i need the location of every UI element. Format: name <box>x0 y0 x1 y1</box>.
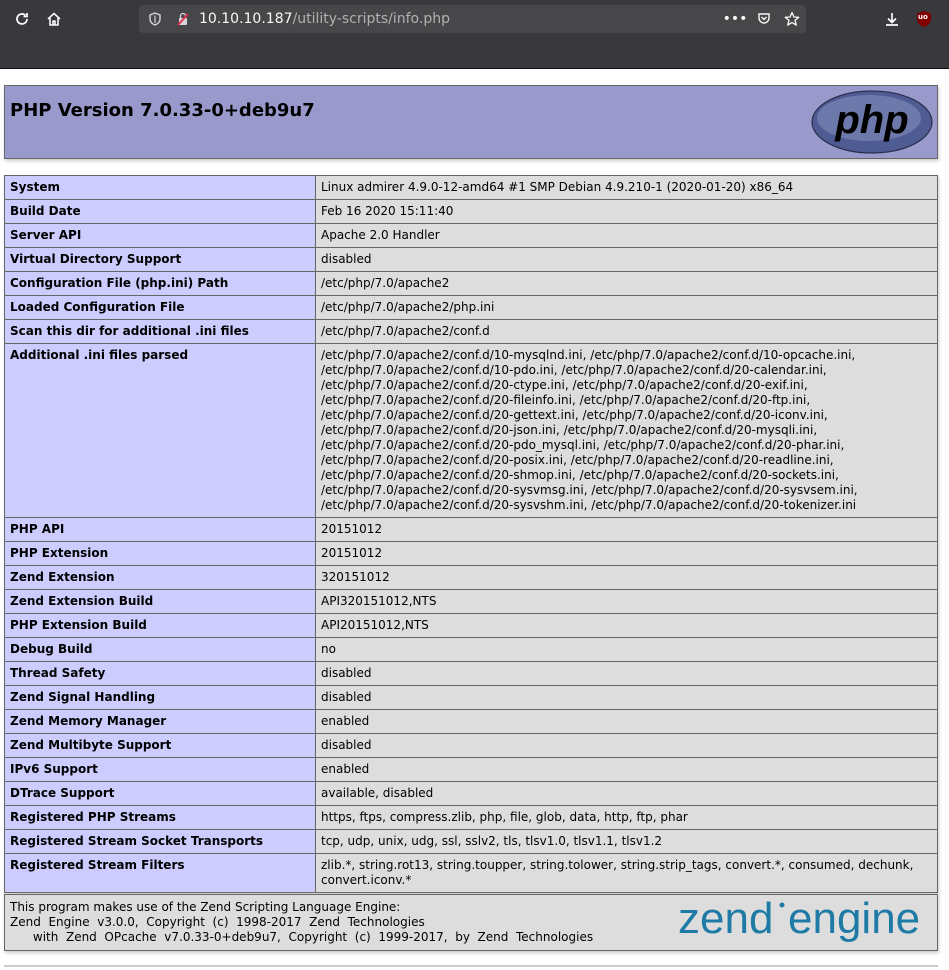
row-value: available, disabled <box>316 782 938 806</box>
row-value: enabled <box>316 710 938 734</box>
row-label: Thread Safety <box>5 662 316 686</box>
table-row <box>5 296 938 320</box>
row-label: Debug Build <box>5 638 316 662</box>
row-label: Registered Stream Filters <box>5 854 316 893</box>
row-value: enabled <box>316 758 938 782</box>
row-label: Additional .ini files parsed <box>5 344 316 518</box>
zend-logo-word: zend <box>678 895 774 943</box>
url-host: 10.10.10.187 <box>199 11 293 27</box>
table-row <box>5 320 938 344</box>
table-row <box>5 566 938 590</box>
row-value: Linux admirer 4.9.0-12-amd64 #1 SMP Debian 4.9.210-1 (2020-01-20) x86_64 <box>316 176 938 200</box>
engine-logo-word: engine <box>788 895 921 943</box>
table-row <box>5 272 938 296</box>
row-label: Configuration File (php.ini) Path <box>5 272 316 296</box>
table-row <box>5 614 938 638</box>
pocket-icon[interactable] <box>756 11 772 27</box>
table-row <box>5 686 938 710</box>
row-label: Server API <box>5 224 316 248</box>
home-icon[interactable] <box>44 9 64 29</box>
reload-icon[interactable] <box>12 9 32 29</box>
ublock-origin-icon[interactable] <box>914 9 934 29</box>
shield-icon[interactable] <box>147 11 163 27</box>
row-label: Zend Extension <box>5 566 316 590</box>
row-value: Apache 2.0 Handler <box>316 224 938 248</box>
row-label: System <box>5 176 316 200</box>
bottom-divider <box>4 965 938 967</box>
row-value: /etc/php/7.0/apache2/php.ini <box>316 296 938 320</box>
row-value: API20151012,NTS <box>316 614 938 638</box>
row-value: tcp, udp, unix, udg, ssl, sslv2, tls, tlsv1.0, tlsv1.1, tlsv1.2 <box>316 830 938 854</box>
table-row <box>5 662 938 686</box>
ublock-badge: uo <box>918 13 928 21</box>
insecure-lock-icon[interactable] <box>175 11 191 27</box>
table-row <box>5 176 938 200</box>
row-value: zlib.*, string.rot13, string.toupper, string.tolower, string.strip_tags, convert.*, consumed, dechunk, convert.iconv.* <box>316 854 938 893</box>
table-row <box>5 590 938 614</box>
row-label: Virtual Directory Support <box>5 248 316 272</box>
url-bar[interactable] <box>139 5 806 33</box>
row-label: Build Date <box>5 200 316 224</box>
row-value: /etc/php/7.0/apache2 <box>316 272 938 296</box>
table-row <box>5 248 938 272</box>
browser-toolbar <box>0 0 949 69</box>
row-value: 320151012 <box>316 566 938 590</box>
row-value: disabled <box>316 248 938 272</box>
row-value: 20151012 <box>316 518 938 542</box>
table-row <box>5 224 938 248</box>
row-value: disabled <box>316 686 938 710</box>
page-actions-icon[interactable]: ••• <box>722 11 748 27</box>
zend-line-1: This program makes use of the Zend Scripting Language Engine: <box>10 900 401 914</box>
row-label: Zend Memory Manager <box>5 710 316 734</box>
table-row <box>5 344 938 518</box>
row-label: Zend Multibyte Support <box>5 734 316 758</box>
bookmark-star-icon[interactable] <box>784 11 800 27</box>
row-value: API320151012,NTS <box>316 590 938 614</box>
php-logo-text: php <box>835 98 909 142</box>
row-value: 20151012 <box>316 542 938 566</box>
table-row <box>5 806 938 830</box>
row-label: DTrace Support <box>5 782 316 806</box>
zend-line-2: Zend Engine v3.0.0, Copyright (c) 1998-2017 Zend Technologies <box>10 915 425 929</box>
zend-line-3: with Zend OPcache v7.0.33-0+deb9u7, Copyright (c) 1999-2017, by Zend Technologies <box>10 930 594 944</box>
table-row <box>5 200 938 224</box>
row-label: IPv6 Support <box>5 758 316 782</box>
zend-engine-box <box>4 894 938 951</box>
row-value: /etc/php/7.0/apache2/conf.d/10-mysqlnd.ini, /etc/php/7.0/apache2/conf.d/10-opcache.ini, /etc/php/7.0/apache2/conf.d/10-pdo.ini, /etc/php/7.0/apache2/conf.d/20-calendar.ini, /etc/php/7.0/apache2/conf.d/20-ctype.ini, /etc/php/7.0/apache2/conf.d/20-exif.ini, /etc/php/7.0/apache2/conf.d/20-fileinfo.ini, /etc/php/7.0/apache2/conf.d/20-ftp.ini, /etc/php/7.0/apache2/conf.d/20-gettext.ini, /etc/php/7.0/apache2/conf.d/20-iconv.ini, /etc/php/7.0/apache2/conf.d/20-json.ini, /etc/php/7.0/apache2/conf.d/20-mysqli.ini, /etc/php/7.0/apache2/conf.d/20-pdo_mysql.ini, /etc/php/7.0/apache2/conf.d/20-phar.ini, /etc/php/7.0/apache2/conf.d/20-posix.ini, /etc/php/7.0/apache2/conf.d/20-readline.ini, /etc/php/7.0/apache2/conf.d/20-shmop.ini, /etc/php/7.0/apache2/conf.d/20-sockets.ini, /etc/php/7.0/apache2/conf.d/20-sysvmsg.ini, /etc/php/7.0/apache2/conf.d/20-sysvsem.ini, /etc/php/7.0/apache2/conf.d/20-sysvshm.ini, /etc/php/7.0/apache2/conf.d/20-tokenizer.ini <box>316 344 938 518</box>
table-row <box>5 638 938 662</box>
table-row <box>5 518 938 542</box>
url-path: /utility-scripts/info.php <box>292 11 450 27</box>
row-label: Zend Extension Build <box>5 590 316 614</box>
row-value: no <box>316 638 938 662</box>
table-row <box>5 782 938 806</box>
row-label: PHP Extension Build <box>5 614 316 638</box>
zend-credits <box>10 900 593 945</box>
row-value: /etc/php/7.0/apache2/conf.d <box>316 320 938 344</box>
table-row <box>5 710 938 734</box>
table-row <box>5 830 938 854</box>
url-text[interactable] <box>199 11 450 27</box>
download-icon[interactable] <box>882 9 902 29</box>
row-label: PHP API <box>5 518 316 542</box>
row-value: disabled <box>316 662 938 686</box>
php-logo <box>811 90 933 158</box>
row-value: Feb 16 2020 15:11:40 <box>316 200 938 224</box>
row-value: https, ftps, compress.zlib, php, file, glob, data, http, ftp, phar <box>316 806 938 830</box>
row-label: Zend Signal Handling <box>5 686 316 710</box>
php-version-header <box>4 85 938 159</box>
row-label: Registered Stream Socket Transports <box>5 830 316 854</box>
row-label: PHP Extension <box>5 542 316 566</box>
php-info-table <box>4 175 938 893</box>
row-label: Registered PHP Streams <box>5 806 316 830</box>
page-title: PHP Version 7.0.33-0+deb9u7 <box>10 100 315 121</box>
zend-engine-logo <box>678 895 932 951</box>
row-label: Scan this dir for additional .ini files <box>5 320 316 344</box>
table-row <box>5 758 938 782</box>
table-row <box>5 734 938 758</box>
row-value: disabled <box>316 734 938 758</box>
row-label: Loaded Configuration File <box>5 296 316 320</box>
table-row <box>5 854 938 893</box>
table-row <box>5 542 938 566</box>
